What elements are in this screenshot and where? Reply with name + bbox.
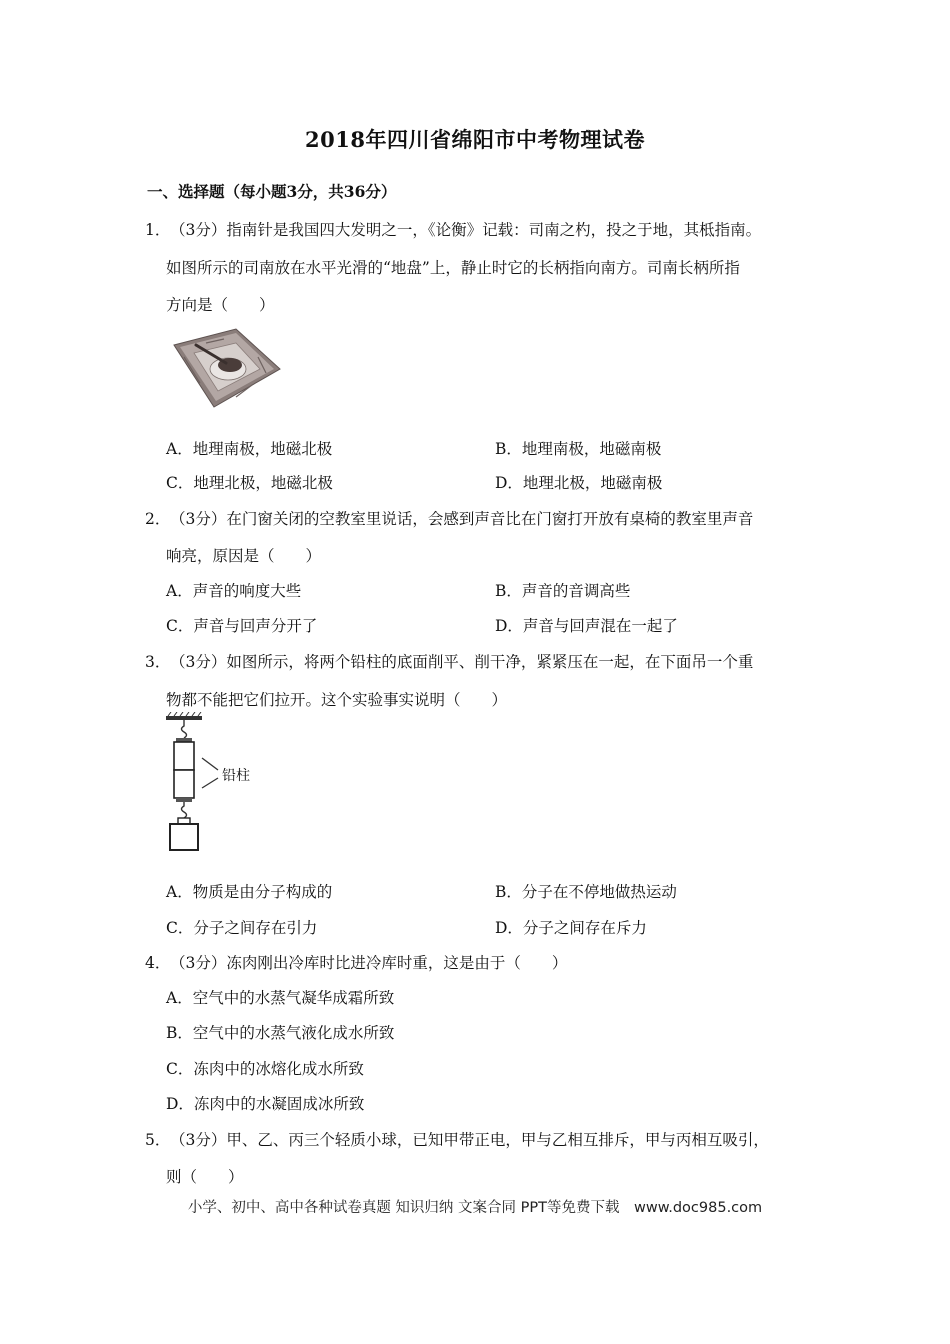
question-4-option-d: D．冻肉中的水凝固成冰所致: [166, 1095, 365, 1113]
question-2-number: 2．: [145, 510, 171, 528]
question-1-number: 1．: [145, 221, 171, 239]
lead-cylinders-figure: [160, 712, 270, 854]
question-1-line-1: （3分）指南针是我国四大发明之一，《论衡》记载：司南之杓，投之于地，其柢指南。: [170, 221, 762, 239]
question-3-option-d: D．分子之间存在斥力: [495, 919, 647, 937]
question-1-option-c: C．地理北极，地磁北极: [166, 474, 333, 492]
question-2-option-a: A．声音的响度大些: [166, 582, 302, 600]
question-4-option-a: A．空气中的水蒸气凝华成霜所致: [166, 989, 395, 1007]
question-5-line-1: （3分）甲、乙、丙三个轻质小球，已知甲带正电，甲与乙相互排斥，甲与丙相互吸引，: [170, 1131, 769, 1149]
question-1-option-b: B．地理南极，地磁南极: [495, 440, 662, 458]
question-5-number: 5．: [145, 1131, 171, 1149]
question-4-option-c: C．冻肉中的冰熔化成水所致: [166, 1060, 364, 1078]
question-3-option-b: B．分子在不停地做热运动: [495, 883, 677, 901]
question-1-option-d: D．地理北极，地磁南极: [495, 474, 663, 492]
question-1-line-2: 如图所示的司南放在水平光滑的“地盘”上，静止时它的长柄指向南方。司南长柄所指: [166, 259, 740, 277]
question-2-line-2: 响亮，原因是（ ）: [166, 547, 322, 565]
question-4-line-1: （3分）冻肉刚出冷库时比进冷库时重，这是由于（ ）: [170, 954, 568, 972]
question-2-line-1: （3分）在门窗关闭的空教室里说话，会感到声音比在门窗打开放有桌椅的教室里声音: [170, 510, 754, 528]
question-3-line-1: （3分）如图所示，将两个铅柱的底面削平、削干净，紧紧压在一起，在下面吊一个重: [170, 653, 754, 671]
footer-banner: 小学、初中、高中各种试卷真题 知识归纳 文案合同 PPT等免费下载 www.doc985.com: [187, 1200, 763, 1216]
question-4-option-b: B．空气中的水蒸气液化成水所致: [166, 1024, 395, 1042]
section-heading: 一、选择题（每小题3分，共36分）: [147, 182, 397, 201]
question-2-option-d: D．声音与回声混在一起了: [495, 617, 678, 635]
page-title: 2018年四川省绵阳市中考物理试卷: [305, 127, 645, 152]
question-5-line-2: 则（ ）: [166, 1168, 244, 1186]
question-3-line-2: 物都不能把它们拉开。这个实验事实说明（ ）: [166, 691, 508, 709]
question-3-option-c: C．分子之间存在引力: [166, 919, 318, 937]
question-1-option-a: A．地理南极，地磁北极: [166, 440, 333, 458]
question-1-line-3: 方向是（ ）: [166, 296, 275, 314]
question-2-option-b: B．声音的音调高些: [495, 582, 631, 600]
question-2-option-c: C．声音与回声分开了: [166, 617, 318, 635]
question-3-option-a: A．物质是由分子构成的: [166, 883, 333, 901]
question-4-number: 4．: [145, 954, 171, 972]
question-3-number: 3．: [145, 653, 171, 671]
lead-cylinders-label: 铅柱: [222, 768, 250, 784]
sinan-compass-figure: [166, 325, 282, 409]
